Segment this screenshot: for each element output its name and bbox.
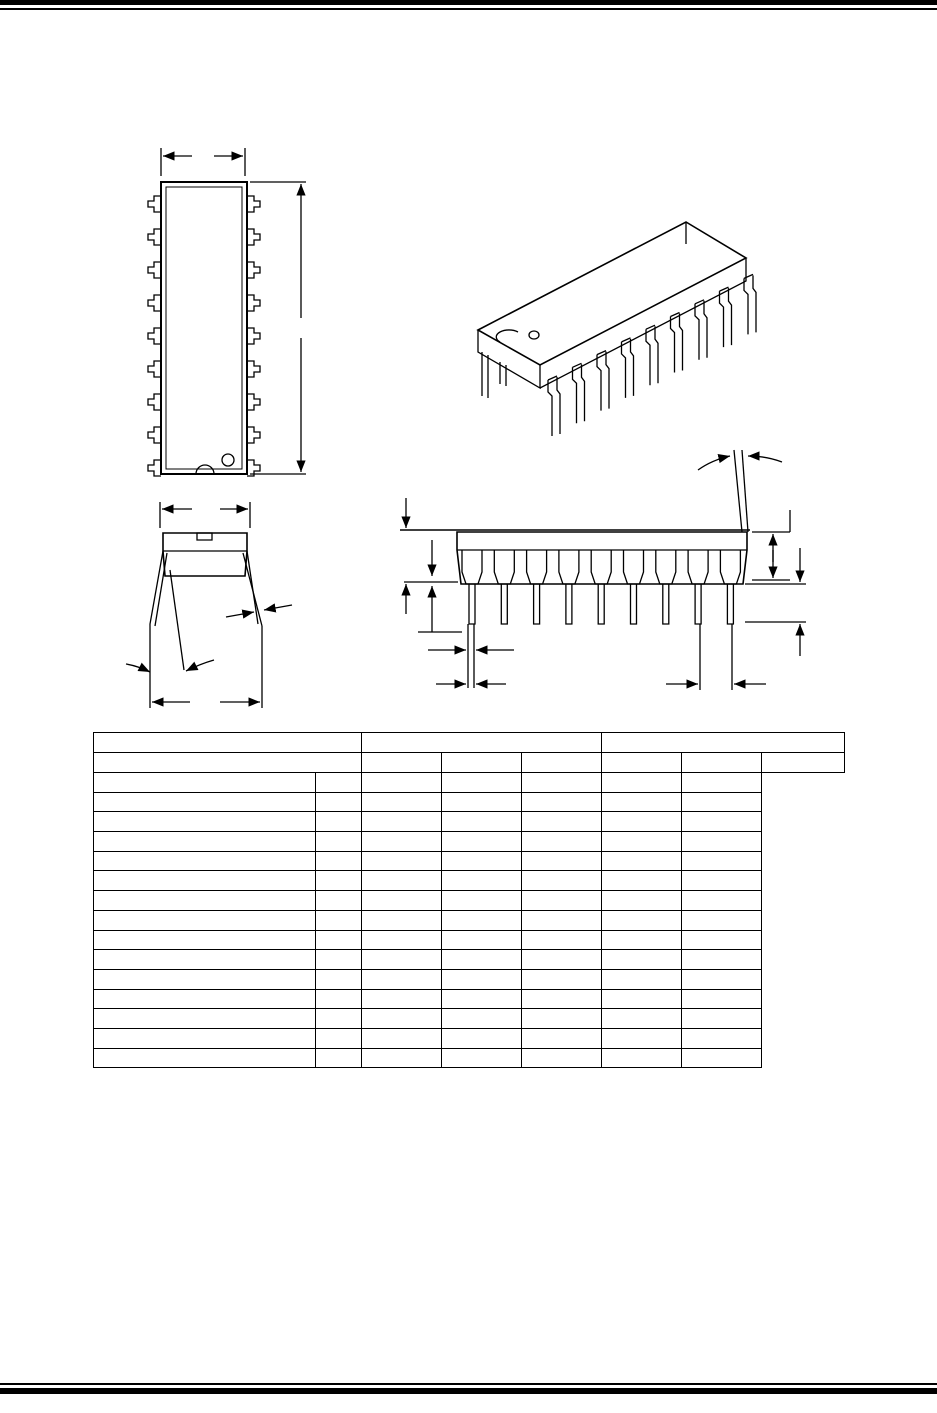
table-cell [362,950,442,970]
table-cell [362,930,442,950]
table-cell [94,891,316,911]
side-view-lead-pin [663,584,669,624]
bottom-rule-thin [0,1383,937,1385]
table-cell [94,832,316,852]
table-row [94,851,845,871]
table-cell [682,753,762,773]
table-cell [316,1009,362,1029]
table-cell [602,812,682,832]
table-cell [602,851,682,871]
table-cell [362,812,442,832]
table-cell [442,1028,522,1048]
table-cell [602,1028,682,1048]
table-cell [94,1028,316,1048]
table-cell [362,891,442,911]
table-cell [442,910,522,930]
table-cell [316,871,362,891]
table-cell [362,773,442,793]
table-row [94,1048,845,1068]
side-view-lead-shoulder [656,550,676,584]
top-view-right-pins [247,196,260,476]
top-view-pin [247,427,260,443]
table-cell [522,812,602,832]
table-cell [316,950,362,970]
table-row [94,930,845,950]
top-view-pin [148,361,161,377]
top-view-pin [247,229,260,245]
side-view-lead-shoulder [559,550,579,584]
table-cell [522,851,602,871]
table-header-limits [94,753,845,773]
side-view-lead-shoulder [591,550,611,584]
table-cell [682,969,762,989]
top-view-pin [247,295,260,311]
table-cell [442,851,522,871]
table-cell [316,1048,362,1068]
top-view-pin [247,196,260,212]
table-cell [682,989,762,1009]
table-cell [522,792,602,812]
isometric-lead [671,314,683,373]
table-row [94,969,845,989]
table-cell [442,989,522,1009]
table-cell [602,733,845,753]
table-cell [602,969,682,989]
table-cell [682,871,762,891]
table-cell [682,910,762,930]
table-cell [316,851,362,871]
table-cell [362,851,442,871]
top-view-pin [148,328,161,344]
table-row [94,891,845,911]
table-cell [316,1028,362,1048]
table-cell [602,950,682,970]
top-view-pin [148,394,161,410]
table-row [94,792,845,812]
side-view-lead-shoulder [688,550,708,584]
table-cell [362,1009,442,1029]
table-cell [682,930,762,950]
table-cell [316,773,362,793]
table-cell [522,989,602,1009]
table-cell [522,1048,602,1068]
table-cell [602,753,682,773]
table-cell [522,773,602,793]
table-cell [602,832,682,852]
table-cell [602,989,682,1009]
side-view-lead-pin [501,584,507,624]
table-cell [316,792,362,812]
table-cell [94,930,316,950]
table-cell [94,733,362,753]
side-view-lead-shoulder [494,550,514,584]
top-view-pin [148,196,161,212]
table-cell [682,812,762,832]
end-view [126,502,292,708]
table-cell [94,773,316,793]
table-cell [522,1009,602,1029]
top-view-left-pins [148,196,161,476]
side-view [400,450,806,690]
table-cell [682,1009,762,1029]
side-view-lead-pin [566,584,572,624]
table-cell [682,1048,762,1068]
table-cell [522,930,602,950]
table-cell [522,950,602,970]
table-cell [682,851,762,871]
table-cell [362,989,442,1009]
table-cell [94,1048,316,1068]
isometric-lead [622,339,634,398]
table-cell [316,989,362,1009]
side-view-lead-shoulder [624,550,644,584]
table-cell [316,812,362,832]
table-header-units [94,733,845,753]
side-view-lead-shoulder [527,550,547,584]
table-cell [522,891,602,911]
isometric-lead [695,301,707,360]
table-cell [362,753,442,773]
table-cell [602,1009,682,1029]
table-cell [362,792,442,812]
table-cell [442,891,522,911]
table-row [94,871,845,891]
table-cell [94,989,316,1009]
isometric-lead [548,377,560,436]
table-cell [602,871,682,891]
table-cell [682,1028,762,1048]
table-cell [316,930,362,950]
table-row [94,989,845,1009]
isometric-lead [646,326,658,385]
table-cell [94,851,316,871]
table-cell [442,832,522,852]
side-view-lead-shoulder [720,550,740,584]
top-view-pin [148,427,161,443]
side-view-lead-pin [631,584,637,624]
isometric-lead [744,275,756,334]
top-view-pin [247,262,260,278]
table-cell [362,1048,442,1068]
table-cell [362,969,442,989]
table-cell [94,792,316,812]
table-cell [762,753,845,773]
table-row [94,950,845,970]
isometric-lead [720,288,732,347]
table-row [94,773,845,793]
table-cell [522,832,602,852]
table-cell [94,753,362,773]
table-cell [442,871,522,891]
top-view-pin [247,361,260,377]
table-cell [682,891,762,911]
table-cell [316,969,362,989]
side-view-lead-pin [598,584,604,624]
table-cell [316,832,362,852]
table-cell [94,1009,316,1029]
table-cell [94,812,316,832]
side-view-lead-pin [469,584,475,624]
side-view-lead-pin [534,584,540,624]
table-cell [362,1028,442,1048]
table-cell [94,969,316,989]
top-view-pin [148,229,161,245]
table-cell [602,1048,682,1068]
dimension-table [93,732,845,1068]
table-cell [94,871,316,891]
side-view-lead-shoulder [462,550,482,584]
table-cell [316,910,362,930]
top-view-pin [148,295,161,311]
table-cell [442,753,522,773]
top-view-pin [148,262,161,278]
table-cell [522,871,602,891]
table-cell [602,891,682,911]
side-view-lead-pin [727,584,733,624]
bottom-rule [0,1383,937,1395]
table-cell [442,812,522,832]
table-cell [522,753,602,773]
table-cell [362,733,602,753]
table-cell [602,773,682,793]
table-cell [602,910,682,930]
table-cell [602,792,682,812]
table-row [94,1009,845,1029]
table-cell [442,1009,522,1029]
table-cell [362,832,442,852]
table-cell [442,773,522,793]
table-cell [442,792,522,812]
table-row [94,832,845,852]
table-row [94,910,845,930]
table-cell [362,910,442,930]
side-view-leads [462,550,740,624]
table-cell [682,792,762,812]
isometric-view [478,222,756,436]
isometric-leads [548,274,756,436]
table-cell [442,1048,522,1068]
side-view-lead-pin [695,584,701,624]
table-cell [682,773,762,793]
isometric-lead [597,352,609,411]
table-cell [442,950,522,970]
table-cell [522,1028,602,1048]
table-cell [362,871,442,891]
table-cell [442,930,522,950]
table-cell [682,832,762,852]
top-view-pin [148,460,161,476]
table-cell [602,930,682,950]
table-cell [522,910,602,930]
top-view-pin [247,394,260,410]
table-row [94,1028,845,1048]
table-cell [522,969,602,989]
isometric-lead [573,364,585,423]
table-cell [442,969,522,989]
table-cell [682,950,762,970]
table-row [94,812,845,832]
table-cell [94,950,316,970]
top-view-pin [247,328,260,344]
top-view [148,148,306,476]
table-cell [316,891,362,911]
bottom-rule-thick [0,1388,937,1394]
table-cell [94,910,316,930]
